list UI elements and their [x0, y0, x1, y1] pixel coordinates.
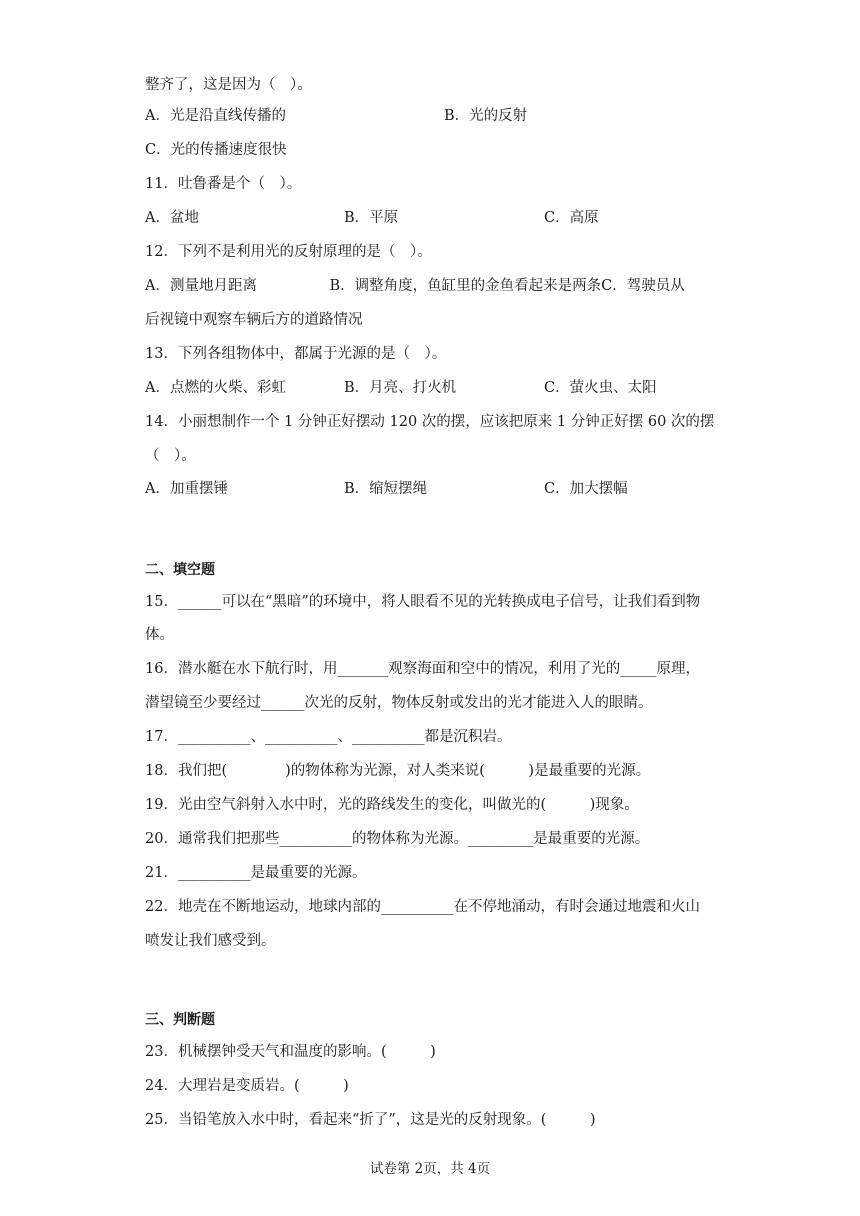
section-heading-judgement: 三、判断题: [145, 1012, 215, 1028]
question-24: 24．大理岩是变质岩。( ): [145, 1078, 349, 1094]
option-a: A．加重摆锤: [145, 481, 228, 497]
question-25: 25．当铅笔放入水中时，看起来“折了”，这是光的反射现象。( ): [145, 1112, 596, 1128]
text-line: 整齐了，这是因为（ ）。: [145, 77, 312, 93]
option-c: C．光的传播速度很快: [145, 142, 287, 158]
page-footer: 试卷第 2页，共 4页: [369, 1161, 491, 1177]
question-12-options: A．测量地月距离 B．调整角度，鱼缸里的金鱼看起来是两条C．驾驶员从: [145, 278, 685, 294]
option-a: A．点燃的火柴、彩虹: [145, 380, 286, 396]
question-20: 20．通常我们把那些__________的物体称为光源。_________是最重要的光源。: [145, 831, 650, 847]
question-15-cont: 体。: [145, 627, 174, 643]
option-b: B．月亮、打火机: [344, 380, 457, 396]
question-17: 17．__________、__________、__________都是沉积岩。: [145, 729, 512, 745]
option-a: A．盆地: [145, 210, 199, 226]
question-16: 16．潜水艇在水下航行时，用_______观察海面和空中的情况，利用了光的_____原理，: [145, 661, 700, 677]
question-21: 21．__________是最重要的光源。: [145, 865, 367, 881]
option-b: B．光的反射: [444, 108, 528, 124]
question-16-cont: 潜望镜至少要经过______次光的反射，物体反射或发出的光才能进入人的眼睛。: [145, 695, 653, 711]
question-23: 23．机械摆钟受天气和温度的影响。( ): [145, 1044, 436, 1060]
question-19: 19．光由空气斜射入水中时，光的路线发生的变化，叫做光的( )现象。: [145, 797, 639, 813]
question-12-options-cont: 后视镜中观察车辆后方的道路情况: [145, 312, 363, 328]
question-12: 12．下列不是利用光的反射原理的是（ ）。: [145, 244, 432, 260]
option-c: C．萤火虫、太阳: [544, 380, 657, 396]
question-22: 22．地壳在不断地运动，地球内部的__________在不停地涌动，有时会通过地震和火山: [145, 899, 700, 915]
question-14: 14．小丽想制作一个 1 分钟正好摆动 120 次的摆，应该把原来 1 分钟正好摆 60 次的摆: [145, 414, 715, 430]
question-18: 18．我们把( )的物体称为光源，对人类来说( )是最重要的光源。: [145, 763, 651, 779]
option-b: B．平原: [344, 210, 399, 226]
question-13: 13．下列各组物体中，都属于光源的是（ ）。: [145, 346, 447, 362]
section-heading-fill-in: 二、填空题: [145, 562, 215, 578]
option-c: C．高原: [544, 210, 599, 226]
question-11: 11．吐鲁番是个（ ）。: [145, 176, 302, 192]
question-14-cont: （ ）。: [145, 448, 196, 464]
option-c: C．加大摆幅: [544, 481, 628, 497]
option-b: B．缩短摆绳: [344, 481, 428, 497]
option-a: A．光是沿直线传播的: [145, 108, 286, 124]
question-15: 15．______可以在“黑暗”的环境中，将人眼看不见的光转换成电子信号，让我们看到物: [145, 594, 701, 610]
question-22-cont: 喷发让我们感受到。: [145, 933, 276, 949]
